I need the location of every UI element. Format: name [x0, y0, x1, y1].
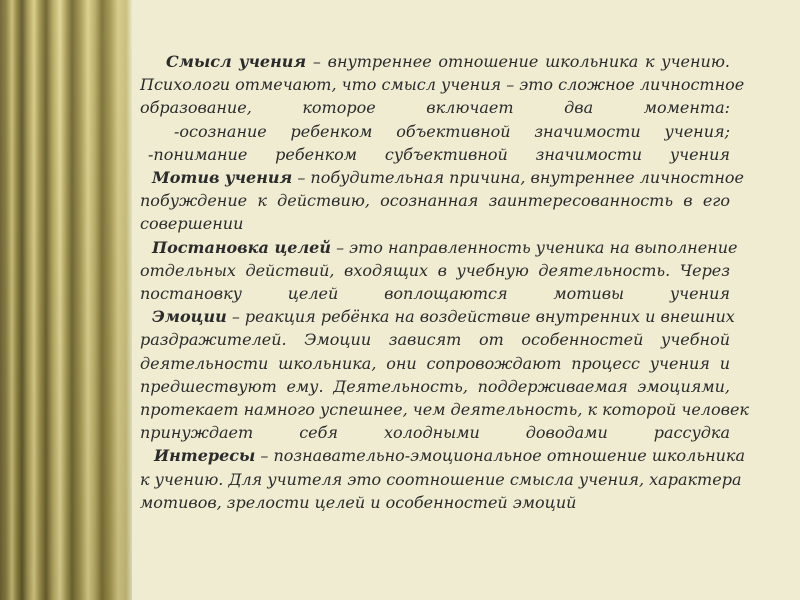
- text-line: [140, 73, 745, 96]
- decorative-stripes: [0, 0, 132, 600]
- line-text: – это направленность ученика на выполнение: [331, 237, 738, 257]
- line-text: отдельных действий, входящих в учебную деятельность. Через: [140, 260, 730, 280]
- line-text: – реакция ребёнка на воздействие внутренних и внешних: [226, 307, 735, 327]
- term-label: Интересы: [154, 446, 256, 466]
- line-text: – познавательно-эмоциональное отношение школьника: [255, 446, 746, 466]
- text-line: [140, 166, 745, 189]
- line-text: – внутреннее отношение школьника к учению.: [306, 52, 731, 71]
- text-line: [140, 189, 730, 212]
- text-line: [140, 444, 746, 467]
- text-line: [140, 491, 730, 514]
- line-text: к учению. Для учителя это соотношение смысла учения, характера: [140, 469, 742, 489]
- line-text: мотивов, зрелости целей и особенностей эмоций: [140, 492, 577, 512]
- line-text: предшествуют ему. Деятельность, поддерживаемая эмоциями,: [140, 376, 730, 396]
- term-label: Смысл учения: [166, 52, 307, 71]
- text-line: [140, 421, 730, 444]
- text-line: [140, 328, 730, 351]
- line-text: – побудительная причина, внутреннее личностное: [292, 168, 745, 188]
- line-text: принуждает себя холодными доводами рассудка: [140, 423, 730, 443]
- text-line: [140, 375, 730, 398]
- slide-text: [140, 50, 749, 514]
- text-line: [140, 120, 730, 143]
- text-line: [140, 50, 730, 73]
- line-text: раздражителей. Эмоции зависят от особенностей учебной: [140, 330, 730, 350]
- term-label: Эмоции: [152, 307, 227, 327]
- text-line: [140, 143, 730, 166]
- text-line: [140, 305, 735, 328]
- line-text: образование, которое включает два момента:: [140, 98, 730, 118]
- text-line: [140, 398, 749, 421]
- line-text: деятельности школьника, они сопровождают процесс учения и: [140, 353, 730, 373]
- text-line: [140, 259, 730, 282]
- text-line: [140, 96, 730, 119]
- line-text: Психологи отмечают, что смысл учения – это сложное личностное: [140, 75, 745, 95]
- term-label: Постановка целей: [152, 237, 331, 257]
- text-line: [140, 468, 742, 491]
- line-text: совершении: [140, 214, 244, 234]
- text-line: [140, 282, 730, 305]
- text-line: [140, 352, 730, 375]
- text-line: [140, 236, 738, 259]
- line-text: -осознание ребенком объективной значимости учения;: [174, 121, 730, 141]
- term-label: Мотив учения: [152, 168, 293, 188]
- line-text: постановку целей воплощаются мотивы учения: [140, 284, 730, 304]
- line-text: протекает намного успешнее, чем деятельность, к которой человек: [140, 400, 749, 420]
- line-text: побуждение к действию, осознанная заинтересованность в его: [140, 191, 730, 211]
- text-line: [140, 212, 730, 235]
- line-text: -понимание ребенком субъективной значимости учения: [148, 144, 730, 164]
